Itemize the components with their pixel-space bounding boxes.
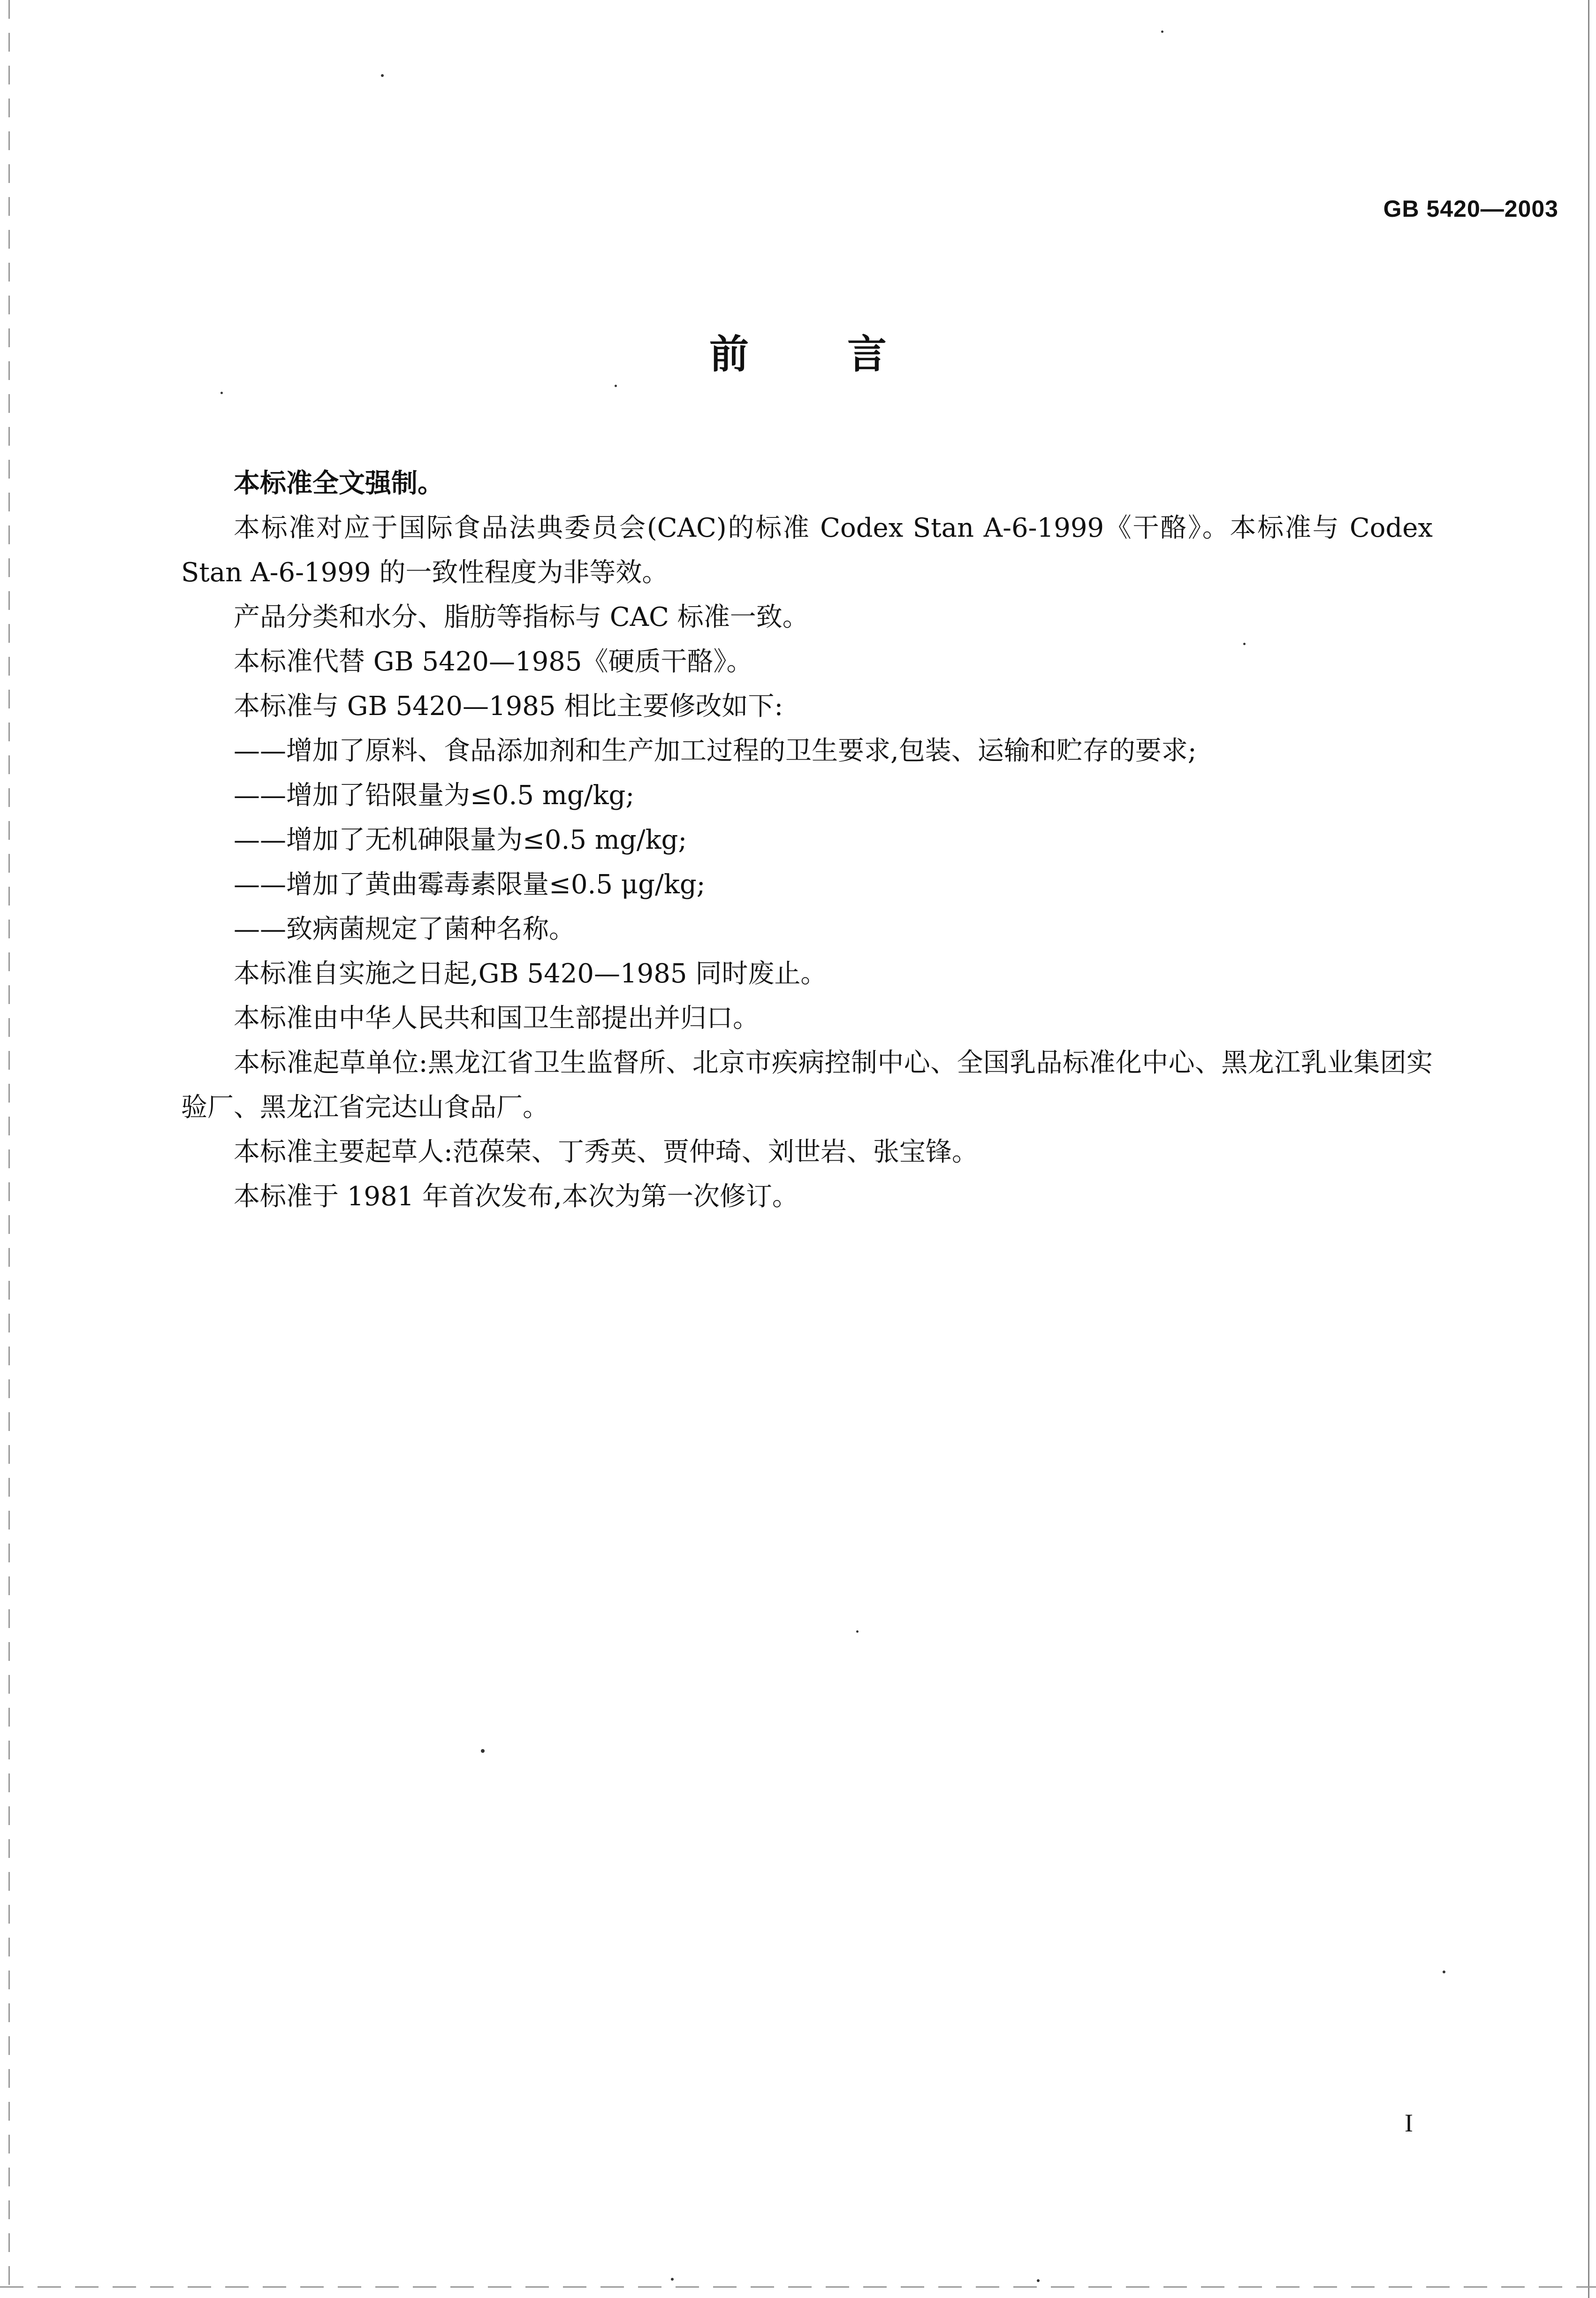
change-item: ——增加了原料、食品添加剂和生产加工过程的卫生要求,包装、运输和贮存的要求; <box>234 736 1197 766</box>
standard-code: GB 5420—2003 <box>1383 196 1558 222</box>
paragraph-replaces: 本标准代替 GB 5420—1985《硬质干酪》。 <box>234 647 753 677</box>
change-item: ——致病菌规定了菌种名称。 <box>234 914 575 944</box>
scan-speck <box>856 1630 859 1633</box>
paragraph-drafting-units: 本标准起草单位:黑龙江省卫生监督所、北京市疾病控制中心、全国乳品标准化中心、黑龙江乳业集团实验厂、黑龙江省完达山食品厂。 <box>181 1048 1433 1123</box>
paragraph-proposer: 本标准由中华人民共和国卫生部提出并归口。 <box>234 1003 759 1034</box>
scan-speck <box>1161 30 1163 33</box>
scan-speck <box>1443 1971 1445 1973</box>
paragraph-classification: 产品分类和水分、脂肪等指标与 CAC 标准一致。 <box>234 602 809 632</box>
paragraph-drafters: 本标准主要起草人:范葆荣、丁秀英、贾仲琦、刘世岩、张宝锋。 <box>234 1137 978 1167</box>
page-border-bottom <box>0 2286 1596 2288</box>
scan-speck <box>220 392 223 394</box>
scan-speck <box>381 74 384 77</box>
change-item: ——增加了黄曲霉毒素限量≤0.5 μg/kg; <box>234 869 706 900</box>
page-number: I <box>1405 2109 1413 2137</box>
page-title: 前言 <box>709 331 985 377</box>
change-item: ——增加了铅限量为≤0.5 mg/kg; <box>234 780 635 811</box>
paragraph-mandatory: 本标准全文强制。 <box>234 468 444 499</box>
paragraph-abolish: 本标准自实施之日起,GB 5420—1985 同时废止。 <box>234 959 827 989</box>
scan-speck <box>671 2278 674 2281</box>
scan-speck <box>1037 2279 1040 2282</box>
change-item: ——增加了无机砷限量为≤0.5 mg/kg; <box>234 825 687 855</box>
paragraph-correspondence: 本标准对应于国际食品法典委员会(CAC)的标准 Codex Stan A-6-1999《干酪》。本标准与 Codex Stan A-6-1999 的一致性程度为非等效。 <box>181 513 1433 588</box>
scan-speck <box>481 1749 485 1753</box>
scan-speck <box>1243 643 1246 645</box>
paragraph-history: 本标准于 1981 年首次发布,本次为第一次修订。 <box>234 1181 798 1212</box>
paragraph-changes-intro: 本标准与 GB 5420—1985 相比主要修改如下: <box>234 691 783 722</box>
scan-speck <box>615 385 617 387</box>
foreword-body <box>181 461 1433 1219</box>
